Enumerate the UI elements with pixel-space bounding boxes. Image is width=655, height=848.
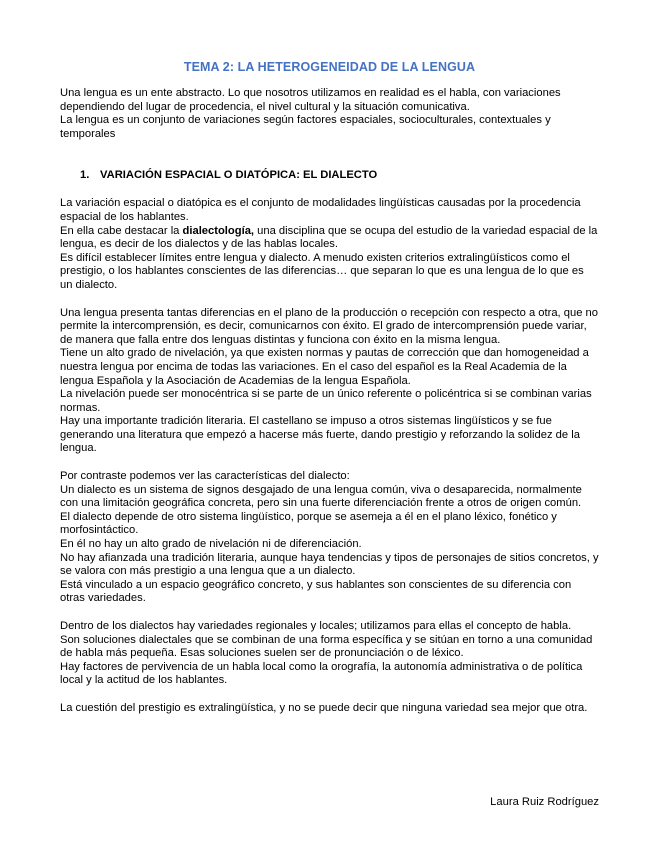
paragraph-line: Dentro de los dialectos hay variedades regionales y locales; utilizamos para ellas el concepto de habla. — [60, 620, 572, 632]
dialectologia-term: dialectología, — [182, 224, 255, 237]
paragraph-line — [60, 225, 599, 252]
paragraph-line: Hay factores de pervivencia de un habla local como la orografía, la autonomía administrativa o de política local y la actitud de los hablantes. — [60, 660, 583, 687]
local-varieties-paragraph — [60, 620, 599, 688]
paragraph-line: No hay afianzada una tradición literaria, aunque haya tendencias y tipos de personajes de sitios concretos, y se valora con más prestigio a una lengua que a un dialecto. — [60, 551, 599, 578]
paragraph-line: Una lengua presenta tantas diferencias en el plano de la producción o recepción con respecto a otra, que no permite la intercomprensión, es decir, comunicarnos con éxito. El grado de intercomprensión puede variar, de manera que falla entre dos lenguas distintas y funciona con éxito en la misma lengua. — [60, 306, 598, 346]
author-signature: Laura Ruiz Rodríguez — [490, 796, 599, 808]
document-title: TEMA 2: LA HETEROGENEIDAD DE LA LENGUA — [183, 60, 476, 74]
paragraph-line: La nivelación puede ser monocéntrica si se parte de un único referente o policéntrica si se combinan varias normas. — [60, 388, 592, 414]
paragraph-line: La cuestión del prestigio es extralingüística, y no se puede decir que ninguna variedad sea mejor que otra. — [60, 701, 588, 714]
section-number: 1. — [80, 169, 90, 182]
dialect-features-paragraph — [60, 470, 599, 606]
language-features-paragraph — [60, 307, 599, 457]
intro-paragraph — [60, 87, 599, 141]
prestige-paragraph — [60, 702, 599, 716]
paragraph-line: Está vinculado a un espacio geográfico concreto, y sus hablantes son conscientes de su diferencia con otras variedades. — [60, 578, 572, 605]
dialect-definition-paragraph — [60, 197, 599, 292]
section-heading — [80, 168, 599, 182]
section-heading-text: VARIACIÓN ESPACIAL O DIATÓPICA: EL DIALECTO — [100, 169, 378, 182]
paragraph-line: El dialecto depende de otro sistema lingüístico, porque se asemeja a él en el plano léxico, fonético y morfosintáctico. — [60, 510, 557, 537]
text-run: una disciplina que se ocupa del estudio de la variedad espacial de la lengua, es decir de los dialectos y de las hablas locales. — [60, 224, 598, 251]
paragraph-line: Un dialecto es un sistema de signos desgajado de una lengua común, viva o desaparecida, normalmente con una limitación geográfica concreta, pero sin una fuerte diferenciación frente a otros de origen común. — [60, 483, 582, 510]
paragraph-line: Son soluciones dialectales que se combinan de una forma específica y se sitúan en torno a una comunidad de habla más pequeña. Esas soluciones suelen ser de pronunciación o de léxico. — [60, 633, 593, 660]
paragraph-line: Hay una importante tradición literaria. El castellano se impuso a otros sistemas lingüísticos y se fue generando una literatura que empezó a hacerse más fuerte, dando prestigio y reforzando la solidez de la lengua. — [60, 415, 580, 455]
intro-line: La lengua es un conjunto de variaciones según factores espaciales, socioculturales, contextuales y temporales — [60, 114, 551, 140]
paragraph-line: En él no hay un alto grado de nivelación ni de diferenciación. — [60, 538, 362, 551]
text-run: En ella cabe destacar la — [60, 224, 183, 237]
paragraph-line: Tiene un alto grado de nivelación, ya que existen normas y pautas de corrección que dan homogeneidad a nuestra lengua por encima de todas las variaciones. En el caso del español es la Real Academia de la lengua Española y la Asociación de Academias de la lengua Española. — [60, 347, 589, 387]
paragraph-line: Es difícil establecer límites entre lengua y dialecto. A menudo existen criterios extralingüísticos como el prestigio, o los hablantes conscientes de las diferencias… que separan lo que es una lengua de lo que es un dialecto. — [60, 251, 584, 291]
paragraph-line: Por contraste podemos ver las características del dialecto: — [60, 470, 350, 483]
intro-line: Una lengua es un ente abstracto. Lo que nosotros utilizamos en realidad es el habla, con variaciones dependiendo del lugar de procedencia, el nivel cultural y la situación comunicativa. — [60, 87, 561, 113]
paragraph-line: La variación espacial o diatópica es el conjunto de modalidades lingüísticas causadas por la procedencia espacial de los hablantes. — [60, 197, 581, 223]
